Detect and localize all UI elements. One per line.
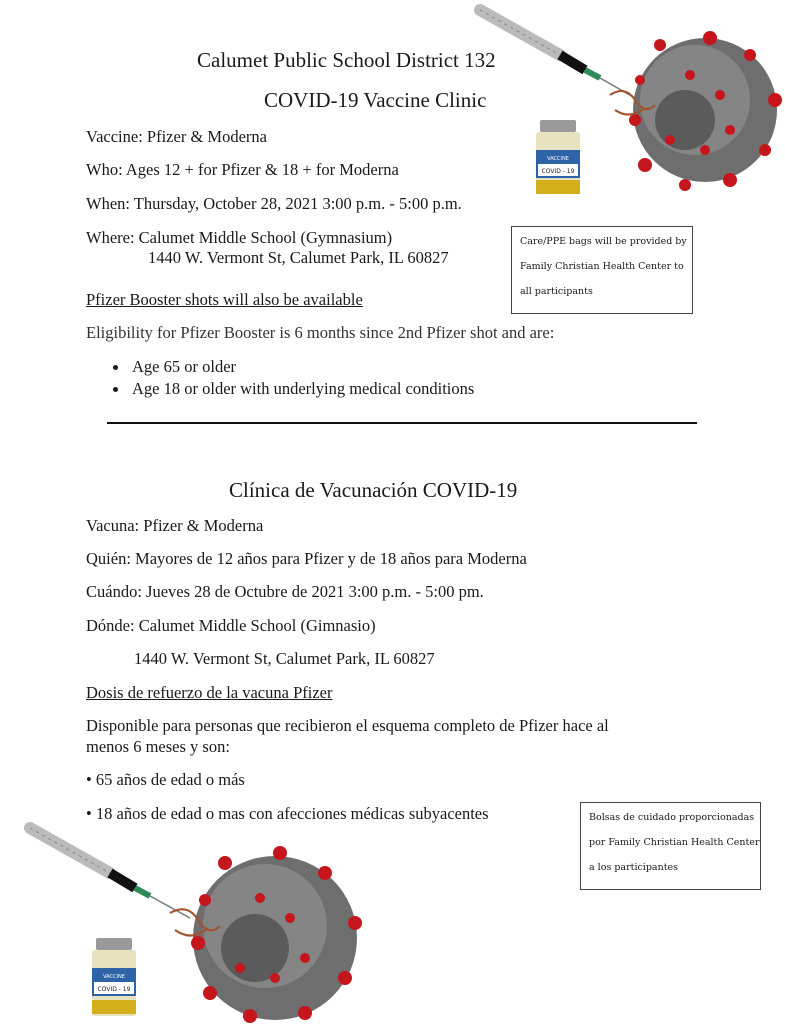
quien-line: Quién: Mayores de 12 años para Pfizer y de 18 años para Moderna (86, 549, 527, 568)
title-clinic: COVID-19 Vaccine Clinic (264, 88, 487, 112)
eligibility-line: Eligibility for Pfizer Booster is 6 months since 2nd Pfizer shot and are: (86, 323, 555, 342)
vacuna-line: Vacuna: Pfizer & Moderna (86, 516, 264, 535)
bullet-item: Age 65 or older (132, 357, 237, 376)
disponible-line: menos 6 meses y son: (86, 737, 230, 756)
bolsas-note-line: por Family Christian Health Center (589, 837, 760, 848)
vaccine-virus-illustration (20, 818, 390, 1024)
when-line: When: Thursday, October 28, 2021 3:00 p.m. - 5:00 p.m. (86, 194, 462, 213)
vaccine-virus-illustration (460, 0, 785, 220)
bolsas-note-line: a los participantes (589, 862, 679, 873)
care-note-line: Family Christian Health Center to (520, 261, 684, 272)
dosis-heading: Dosis de refuerzo de la vacuna Pfizer (86, 683, 333, 702)
vial-icon (536, 120, 580, 194)
donde-line: Dónde: Calumet Middle School (Gimnasio) (86, 616, 376, 635)
where-line: Where: Calumet Middle School (Gymnasium) (86, 228, 393, 247)
bullet-icon (113, 387, 118, 392)
cuando-line: Cuándo: Jueves 28 de Octubre de 2021 3:00 p.m. - 5:00 pm. (86, 582, 484, 601)
care-bags-note (511, 226, 693, 314)
syringe-icon (30, 828, 190, 918)
disponible-line: Disponible para personas que recibieron el esquema completo de Pfizer hace al (86, 716, 609, 735)
vaccine-line: Vaccine: Pfizer & Moderna (86, 127, 267, 146)
virus-icon (170, 846, 362, 1023)
donde-address: 1440 W. Vermont St, Calumet Park, IL 60827 (134, 649, 435, 668)
where-address: 1440 W. Vermont St, Calumet Park, IL 60827 (148, 248, 449, 267)
booster-heading: Pfizer Booster shots will also be available (86, 290, 363, 309)
care-note-line: Care/PPE bags will be provided by (520, 236, 687, 247)
svg-text:COVID - 19: COVID - 19 (541, 168, 575, 175)
bolsas-note-line: Bolsas de cuidado proporcionadas (589, 812, 755, 823)
svg-text:VACCINE: VACCINE (547, 156, 569, 162)
virus-icon (610, 31, 782, 191)
svg-text:VACCINE: VACCINE (103, 974, 125, 980)
title-clinica: Clínica de Vacunación COVID-19 (229, 478, 518, 502)
bullet-item: • 18 años de edad o mas con afecciones médicas subyacentes (86, 804, 489, 823)
bullet-item: Age 18 or older with underlying medical conditions (132, 379, 475, 398)
care-note-line: all participants (520, 286, 593, 297)
bullet-item: • 65 años de edad o más (86, 770, 245, 789)
vial-icon (92, 938, 136, 1016)
title-district: Calumet Public School District 132 (197, 48, 496, 72)
bullet-icon (113, 365, 118, 370)
syringe-icon (480, 10, 635, 98)
svg-text:COVID - 19: COVID - 19 (97, 986, 131, 993)
section-divider (107, 422, 697, 424)
bolsas-note (580, 802, 761, 890)
who-line: Who: Ages 12 + for Pfizer & 18 + for Moderna (86, 160, 399, 179)
